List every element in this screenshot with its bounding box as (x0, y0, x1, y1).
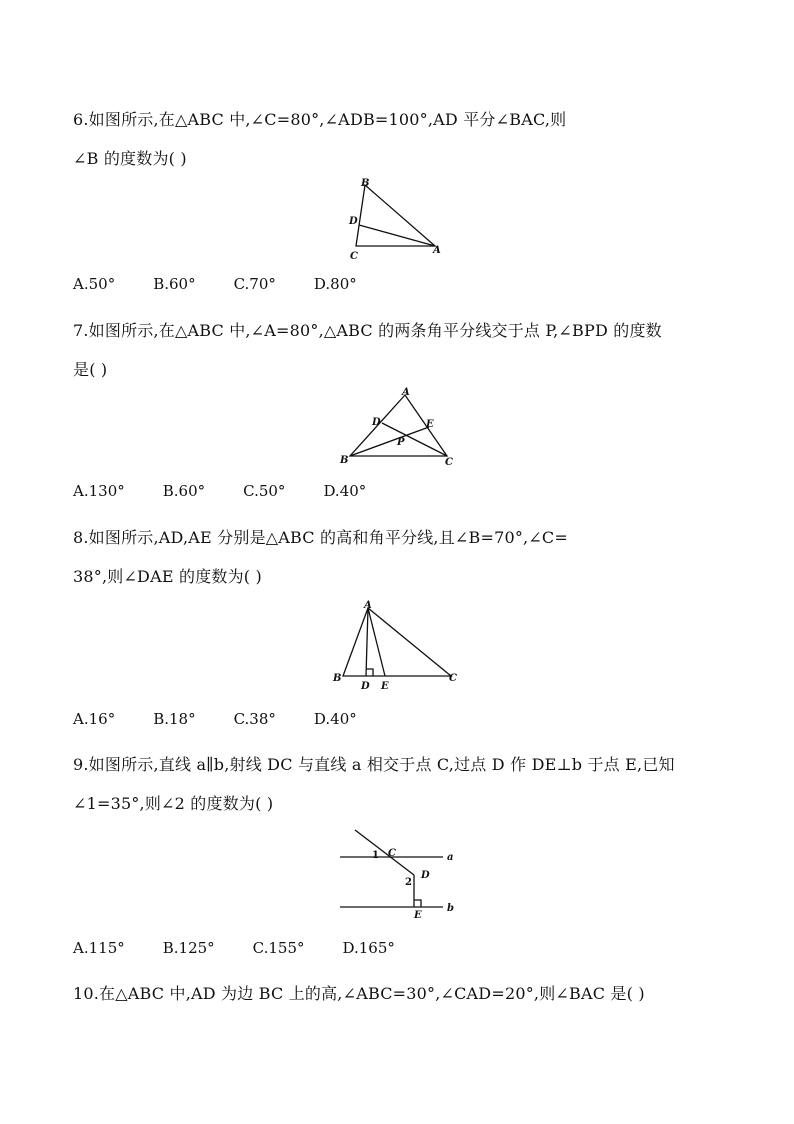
q9-text-line2: ∠1=35°,则∠2 的度数为( ) (73, 794, 274, 813)
q9-label-b: b (447, 903, 454, 914)
q8-text-line2: 38°,则∠DAE 的度数为( ) (73, 567, 262, 586)
q9-option-d: D.165° (342, 939, 395, 957)
q8-label-b: B (333, 673, 342, 684)
q6-text-line1: 6.如图所示,在△ABC 中,∠C=80°,∠ADB=100°,AD 平分∠BAC,则 (73, 110, 567, 129)
q9-ray-dc (355, 830, 414, 875)
q7-label-a: A (402, 387, 410, 398)
q8-option-d: D.40° (313, 710, 357, 728)
q6-text-line2: ∠B 的度数为( ) (73, 149, 187, 168)
q7-label-c: C (445, 457, 453, 468)
q7-label-b: B (340, 455, 349, 466)
q6-label-c: C (350, 251, 358, 262)
q6-triangle (356, 185, 435, 246)
q8-height-ad (366, 608, 368, 676)
q7-option-a: A.130° (73, 482, 125, 500)
q9-text-line1: 9.如图所示,直线 a∥b,射线 DC 与直线 a 相交于点 C,过点 D 作 DE⊥b 于点 E,已知 (73, 755, 675, 774)
q6-option-d: D.80° (313, 275, 357, 293)
q6-option-c: C.70° (233, 275, 276, 293)
q7-text-line1: 7.如图所示,在△ABC 中,∠A=80°,△ABC 的两条角平分线交于点 P,∠BPD 的度数 (73, 321, 662, 340)
q8-figure (328, 598, 468, 693)
q9-label-e: E (414, 910, 422, 921)
q7-option-b: B.60° (162, 482, 206, 500)
q8-label-d: D (361, 681, 370, 692)
q6-option-b: B.60° (153, 275, 196, 293)
q7-label-e: E (426, 419, 434, 430)
q8-label-c: C (449, 673, 457, 684)
q9-figure (335, 825, 465, 925)
q6-figure (340, 175, 450, 265)
q7-option-c: C.50° (243, 482, 286, 500)
q8-right-angle-mark (366, 669, 373, 676)
q10-text-line1: 10.在△ABC 中,AD 为边 BC 上的高,∠ABC=30°,∠CAD=20°,则∠BAC 是( ) (73, 984, 645, 1003)
q8-label-a: A (364, 600, 372, 611)
q6-options (73, 275, 395, 293)
q9-right-angle-mark (414, 900, 421, 907)
q7-label-d: D (372, 417, 381, 428)
q6-label-a: A (433, 245, 441, 256)
q8-label-e: E (381, 681, 389, 692)
q6-option-a: A.50° (73, 275, 116, 293)
q8-text-line1: 8.如图所示,AD,AE 分别是△ABC 的高和角平分线,且∠B=70°,∠C= (73, 528, 568, 547)
q8-options (73, 710, 395, 728)
q7-option-d: D.40° (323, 482, 367, 500)
q6-label-b: B (361, 178, 370, 189)
q9-label-a: a (447, 852, 454, 863)
q8-option-a: A.16° (73, 710, 116, 728)
q9-option-a: A.115° (73, 939, 125, 957)
q7-label-p: P (397, 437, 405, 448)
q7-text-line2: 是( ) (73, 360, 108, 379)
q9-option-b: B.125° (162, 939, 215, 957)
q8-bisector-ae (368, 608, 385, 676)
q9-label-d: D (421, 870, 430, 881)
q9-options (73, 939, 433, 957)
q9-label-2: 2 (405, 877, 412, 888)
q8-triangle (343, 608, 451, 676)
q8-option-b: B.18° (153, 710, 196, 728)
q6-label-d: D (349, 216, 358, 227)
q7-options (73, 482, 404, 500)
q8-option-c: C.38° (233, 710, 276, 728)
q9-option-c: C.155° (252, 939, 305, 957)
q9-label-1: 1 (372, 850, 379, 861)
q9-label-c: C (388, 848, 396, 859)
q7-figure (335, 383, 465, 468)
q7-bisector-cd (382, 423, 447, 456)
